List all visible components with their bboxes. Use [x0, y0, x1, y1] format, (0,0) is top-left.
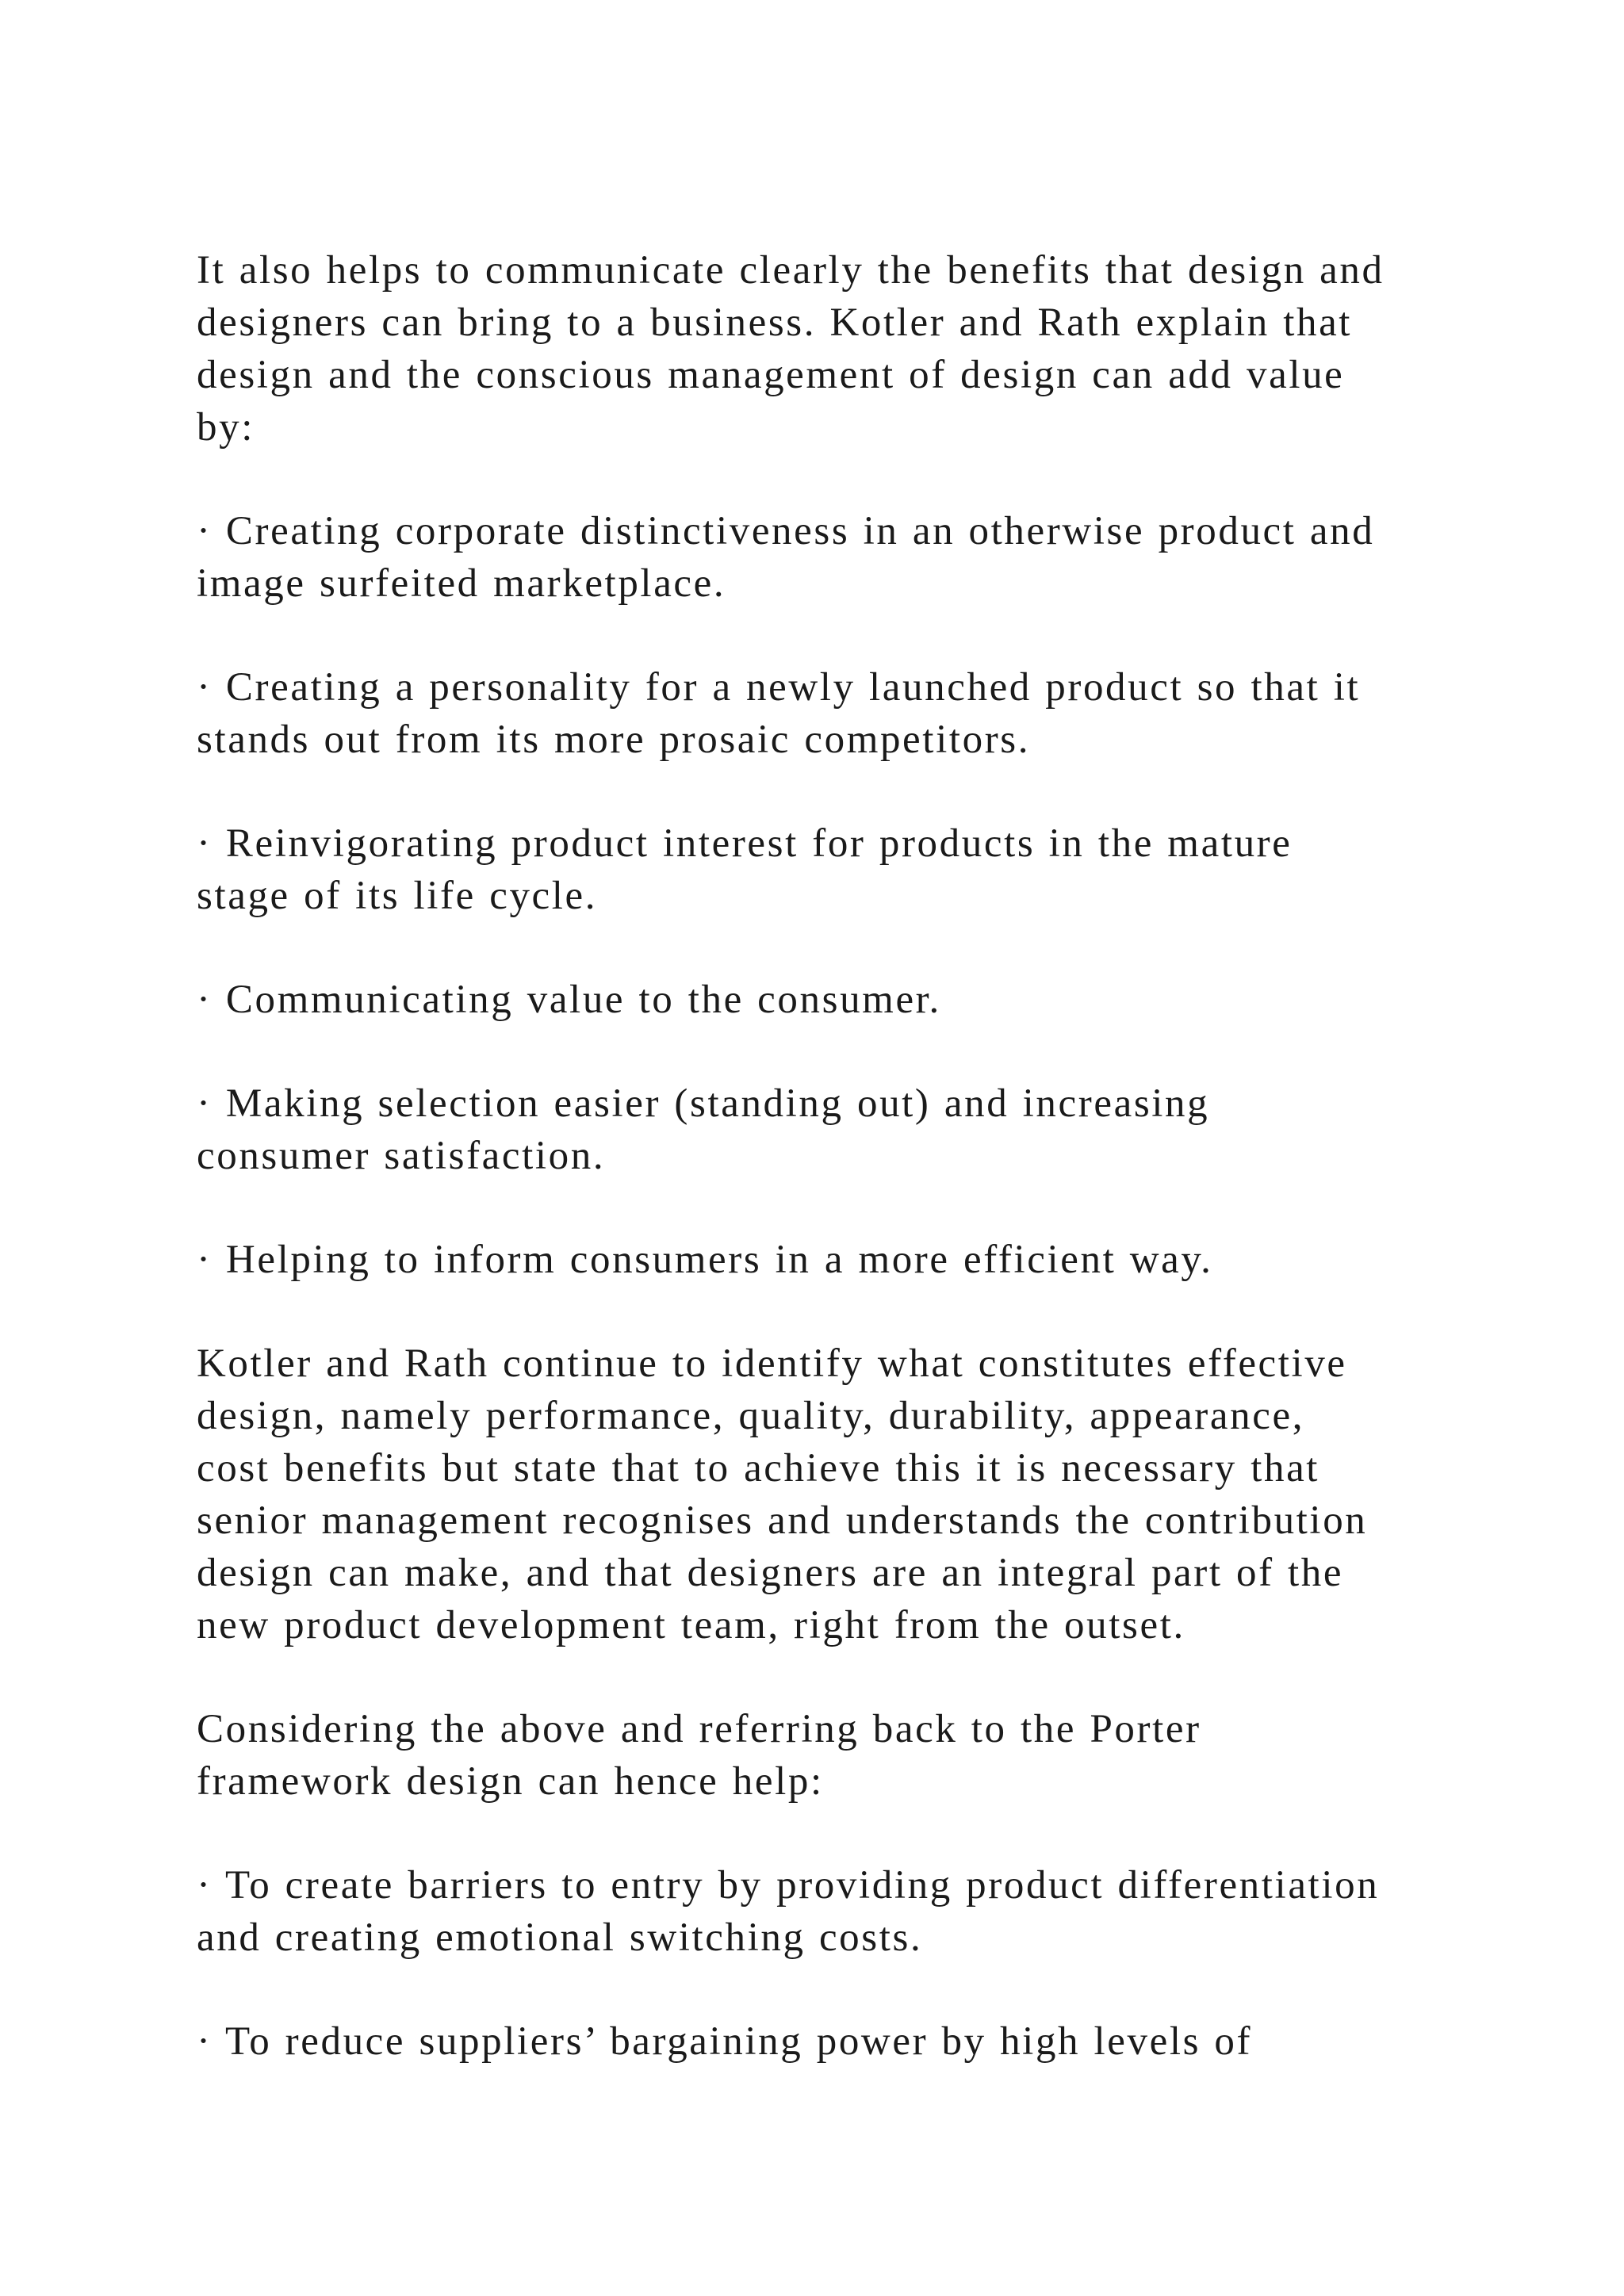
bullet-item [197, 1859, 1450, 1964]
text-line: design can make, and that designers are an integral part of the [197, 1551, 1344, 1595]
text-line: cost benefits but state that to achieve this it is necessary that [197, 1446, 1320, 1490]
text-line: · Making selection easier (standing out) and increasing [197, 1081, 1210, 1126]
text-line: and creating emotional switching costs. [197, 1915, 923, 1960]
bullet-item [197, 1077, 1450, 1182]
text-line: · To create barriers to entry by providing product differentiation [197, 1863, 1380, 1908]
text-line: designers can bring to a business. Kotler and Rath explain that [197, 300, 1353, 345]
text-line: stage of its life cycle. [197, 874, 598, 918]
text-line: design, namely performance, quality, durability, appearance, [197, 1394, 1305, 1438]
bullet-item [197, 505, 1450, 610]
text-line: It also helps to communicate clearly the benefits that design and [197, 248, 1385, 293]
document-body [197, 244, 1450, 2068]
text-line: · Reinvigorating product interest for products in the mature [197, 821, 1293, 866]
text-line: by: [197, 405, 255, 450]
text-line: stands out from its more prosaic competitors. [197, 718, 1031, 762]
paragraph-porter [197, 1703, 1450, 1808]
paragraph-effective-design [197, 1337, 1450, 1651]
bullet-item [197, 1234, 1450, 1286]
bullet-item [197, 2015, 1450, 2068]
text-line: · Communicating value to the consumer. [197, 978, 941, 1022]
text-line: design and the conscious management of design can add value [197, 353, 1345, 397]
paragraph-intro [197, 244, 1450, 453]
text-line: consumer satisfaction. [197, 1134, 606, 1178]
text-line: · To reduce suppliers’ bargaining power by high levels of [197, 2019, 1253, 2064]
text-line: Kotler and Rath continue to identify what constitutes effective [197, 1341, 1347, 1386]
text-line: · Creating a personality for a newly launched product so that it [197, 665, 1361, 710]
text-line: framework design can hence help: [197, 1759, 824, 1804]
bullet-item [197, 974, 1450, 1026]
text-line: new product development team, right from the outset. [197, 1603, 1185, 1647]
text-line: senior management recognises and understands the contribution [197, 1498, 1368, 1543]
bullet-item [197, 661, 1450, 766]
text-line: Considering the above and referring back to the Porter [197, 1707, 1201, 1751]
text-line: · Creating corporate distinctiveness in an otherwise product and [197, 509, 1375, 553]
text-line: · Helping to inform consumers in a more efficient way. [197, 1238, 1213, 1282]
text-line: image surfeited marketplace. [197, 561, 726, 606]
bullet-item [197, 817, 1450, 922]
